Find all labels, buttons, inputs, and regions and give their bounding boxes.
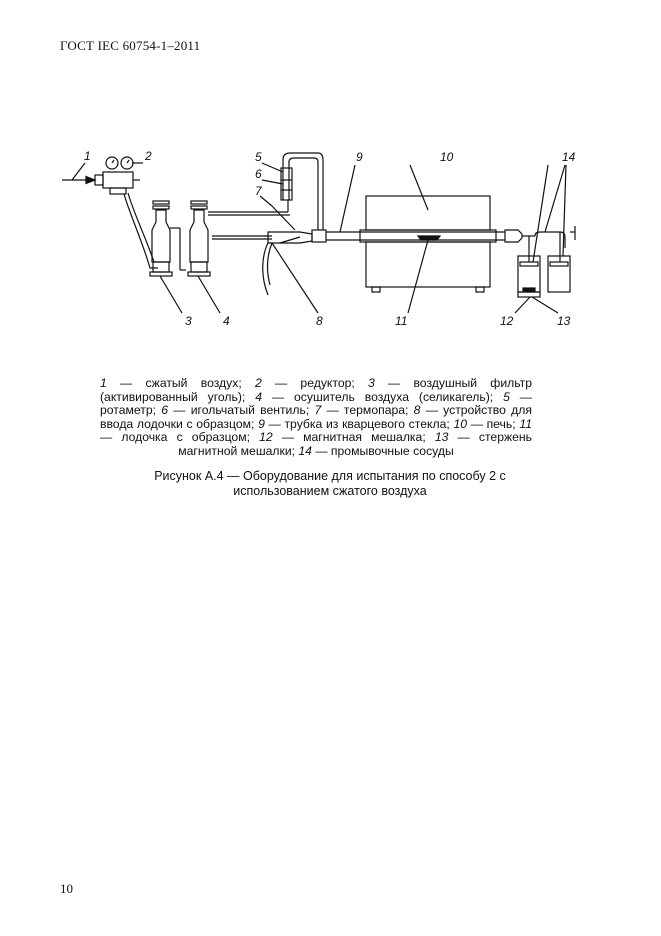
label-13: 13 (557, 314, 571, 328)
label-10: 10 (440, 150, 454, 164)
apparatus-diagram (0, 130, 661, 350)
label-8: 8 (316, 314, 323, 328)
label-3: 3 (185, 314, 192, 328)
air-filter (150, 201, 186, 276)
legend-text-10: — печь; (467, 416, 520, 431)
label-1: 1 (84, 149, 91, 163)
sample-insertion-device (212, 232, 312, 295)
label-6: 6 (255, 167, 262, 181)
label-14: 14 (562, 150, 576, 164)
label-5: 5 (255, 150, 262, 164)
rotameter (281, 153, 323, 228)
legend-num-1: 1 (100, 376, 107, 390)
legend-text-9: — трубка из кварцевого стекла; (264, 416, 454, 431)
legend-num-8: 8 (413, 403, 421, 418)
legend-num-4: 4 (255, 389, 262, 404)
pressure-reducer (95, 157, 143, 194)
legend-num-10: 10 (453, 416, 467, 431)
legend-text-3: — воздушный фильтр (активированный уголь); (100, 376, 532, 404)
label-4: 4 (223, 314, 230, 328)
furnace (360, 196, 496, 292)
legend-num-13: 13 (434, 430, 449, 445)
page-number: 10 (60, 881, 73, 896)
legend-text-6: — игольчатый вентиль; (168, 403, 315, 418)
caption-line-1: Рисунок А.4 — Оборудование для испытания по способу 2 с (154, 469, 506, 483)
legend-text-7: — термопара; (321, 403, 414, 418)
legend-text-1: — сжатый воздух; (106, 376, 255, 390)
label-12: 12 (500, 314, 514, 328)
figure-caption (90, 469, 570, 499)
figure-legend (100, 377, 532, 459)
legend-text-14: — промывочные сосуды (311, 443, 454, 458)
legend-num-2: 2 (254, 376, 262, 390)
legend-text-5: — ротаметр; (100, 389, 532, 418)
label-11: 11 (395, 314, 408, 328)
legend-num-12: 12 (259, 430, 273, 445)
wash-bottles (518, 165, 575, 297)
sample-boat (418, 236, 440, 240)
document-header: ГОСТ IEC 60754-1–2011 (60, 38, 201, 53)
compressed-air-inlet (62, 163, 95, 184)
legend-num-7: 7 (314, 403, 322, 418)
legend-num-14: 14 (298, 443, 312, 458)
label-9: 9 (356, 150, 363, 164)
legend-num-9: 9 (258, 416, 265, 431)
legend-num-6: 6 (161, 403, 169, 418)
label-2: 2 (145, 149, 152, 163)
legend-text-2: — редуктор; (261, 376, 369, 390)
caption-line-2: использованием сжатого воздуха (233, 484, 427, 498)
legend-text-8: — устройство для ввода лодочки с образцом; (100, 403, 532, 431)
legend-num-5: 5 (503, 389, 510, 404)
label-7: 7 (255, 184, 262, 198)
legend-text-11: — лодочка с образцом; (100, 430, 260, 445)
legend-num-11: 11 (519, 416, 532, 431)
legend-text-12: — магнитная мешалка; (272, 430, 435, 445)
legend-num-3: 3 (368, 376, 375, 390)
legend-text-13: — стержень магнитной мешалки; (178, 430, 532, 458)
legend-text-4: — осушитель воздуха (селикагель); (261, 389, 504, 404)
